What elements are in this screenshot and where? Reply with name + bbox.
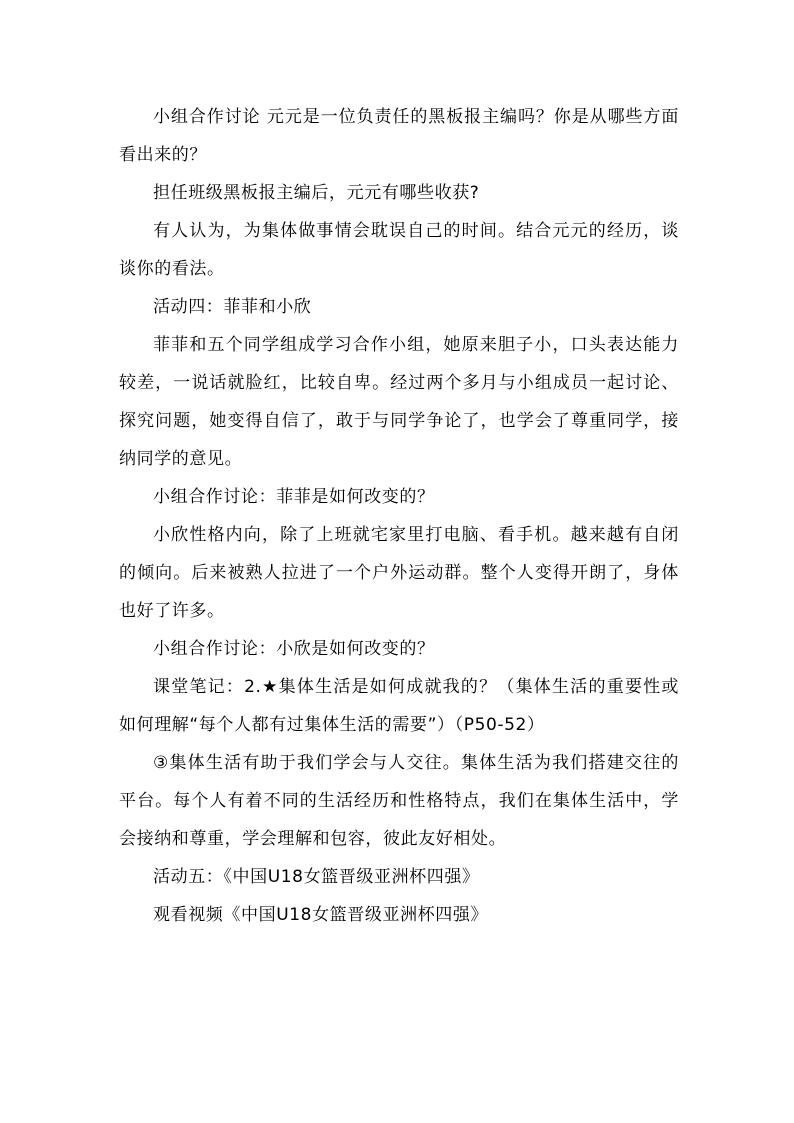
- document-page: [119, 98, 679, 934]
- question-collective-time: 有人认为，为集体做事情会耽误自己的时间。结合元元的经历，谈谈你的看法。: [119, 221, 679, 279]
- discussion-xiaoxin-change: 小组合作讨论：小欣是如何改变的？: [153, 639, 435, 659]
- feifei-story: 菲菲和五个同学组成学习合作小组，她原来胆子小，口头表达能力较差，一说话就脸红，比较自卑。经过两个多月与小组成员一起讨论、探究问题，她变得自信了，敢于与同学争论了，也学会了尊重同学，接纳同学的意见。: [119, 335, 679, 469]
- question-editor-gains: 担任班级黑板报主编后，元元有哪些收获?: [153, 183, 480, 203]
- discussion-feifei-change: 小组合作讨论：菲菲是如何改变的？: [153, 487, 435, 507]
- watch-video-instruction: 观看视频《中国U18女篮晋级亚洲杯四强》: [153, 905, 489, 925]
- class-notes-heading: 课堂笔记：2.★集体生活是如何成就我的？（集体生活的重要性或如何理解“每个人都有过集体生活的需要”）（P50-52）: [119, 677, 679, 735]
- activity-five-heading: 活动五：《中国U18女篮晋级亚洲杯四强》: [153, 867, 480, 887]
- xiaoxin-story: 小欣性格内向，除了上班就宅家里打电脑、看手机。越来越有自闭的倾向。后来被熟人拉进了一个户外运动群。整个人变得开朗了，身体也好了许多。: [119, 525, 679, 621]
- activity-four-heading: 活动四：菲菲和小欣: [153, 297, 312, 317]
- discussion-question-responsible-editor: 小组合作讨论 元元是一位负责任的黑板报主编吗？你是从哪些方面看出来的？: [119, 107, 679, 165]
- class-notes-point-three: ③集体生活有助于我们学会与人交往。集体生活为我们搭建交往的平台。每个人有着不同的生活经历和性格特点，我们在集体生活中，学会接纳和尊重，学会理解和包容，彼此友好相处。: [119, 753, 679, 849]
